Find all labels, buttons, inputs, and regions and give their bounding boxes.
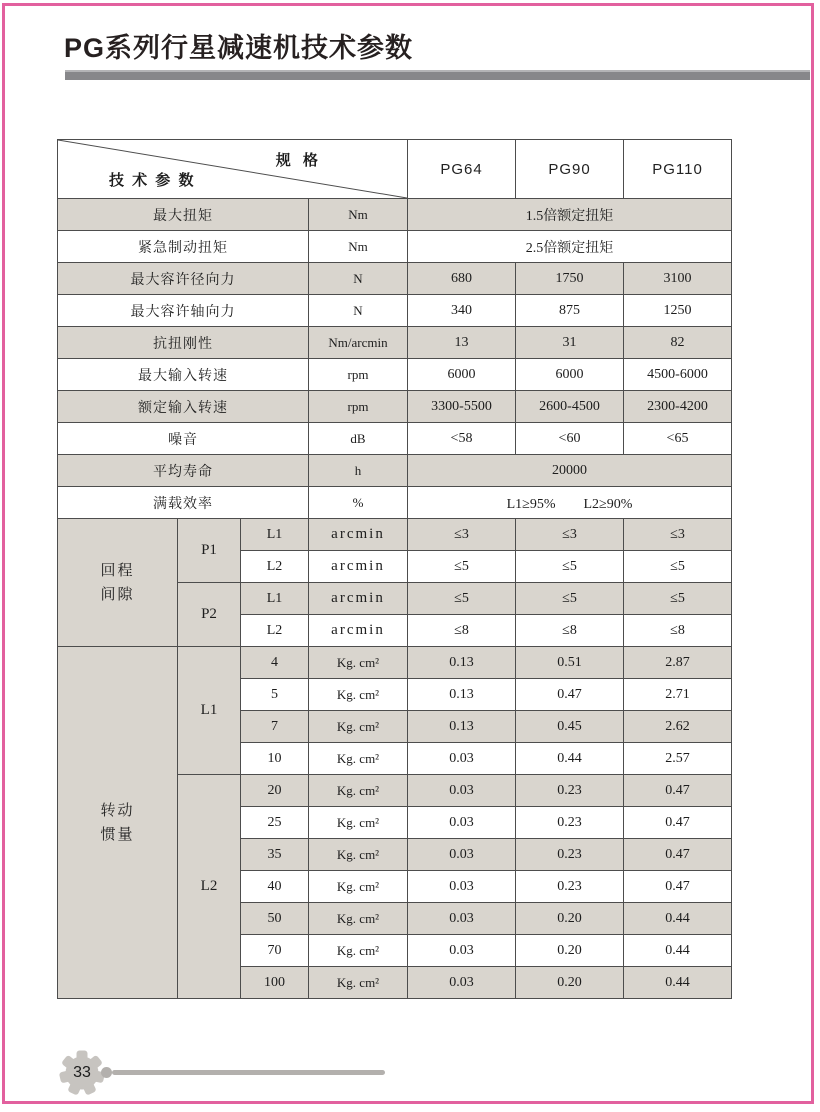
- footer-rule-line: [112, 1070, 385, 1075]
- value-cell: 0.47: [516, 679, 624, 711]
- unit-cell: Nm/arcmin: [309, 327, 408, 359]
- table-row: [58, 359, 732, 391]
- value-cell: 2.71: [624, 679, 732, 711]
- value-cell: ≤3: [408, 519, 516, 551]
- value-cell: 340: [408, 295, 516, 327]
- value-cell: 0.03: [408, 935, 516, 967]
- value-cell: 0.13: [408, 679, 516, 711]
- param-cell: 最大扭矩: [58, 199, 309, 231]
- unit-cell: arcmin: [309, 551, 408, 583]
- value-cell: 13: [408, 327, 516, 359]
- value-cell: ≤8: [516, 615, 624, 647]
- table-row: [58, 327, 732, 359]
- value-cell: 0.23: [516, 807, 624, 839]
- value-cell: 0.20: [516, 967, 624, 999]
- value-cell: 0.20: [516, 935, 624, 967]
- table-row: [58, 455, 732, 487]
- value-cell: 6000: [408, 359, 516, 391]
- model-header-cell: PG64: [408, 140, 516, 199]
- value-cell: 2.87: [624, 647, 732, 679]
- unit-cell: Kg. cm²: [309, 967, 408, 999]
- ratio-cell: 25: [241, 807, 309, 839]
- table-row: [58, 519, 732, 551]
- page-title: PG系列行星减速机技术参数: [64, 33, 414, 63]
- param-corner-label: 技 术 参 数: [108, 172, 196, 189]
- level-cell: L1: [241, 519, 309, 551]
- ratio-cell: 70: [241, 935, 309, 967]
- group-label-line: 惯量: [100, 826, 135, 843]
- table-row: [58, 199, 732, 231]
- unit-cell: Kg. cm²: [309, 807, 408, 839]
- unit-cell: arcmin: [309, 583, 408, 615]
- ratio-cell: 50: [241, 903, 309, 935]
- footer-rule-dot: [101, 1067, 112, 1078]
- ratio-cell: 10: [241, 743, 309, 775]
- table-row: [58, 295, 732, 327]
- unit-cell: arcmin: [309, 615, 408, 647]
- ratio-cell: 35: [241, 839, 309, 871]
- table-row: [58, 231, 732, 263]
- param-cell: 满载效率: [58, 487, 309, 519]
- group-label-line: 回程: [100, 562, 135, 579]
- level-cell: L2: [241, 551, 309, 583]
- value-cell: ≤3: [516, 519, 624, 551]
- value-cell: 2600-4500: [516, 391, 624, 423]
- table-row: [58, 423, 732, 455]
- value-cell: 1.5倍额定扭矩: [408, 199, 732, 231]
- level-cell: L1: [241, 583, 309, 615]
- value-cell: 0.23: [516, 839, 624, 871]
- value-cell: <60: [516, 423, 624, 455]
- title-underline-bar: [65, 70, 810, 80]
- value-cell: L1≥95% L2≥90%: [408, 487, 732, 519]
- table-row: [58, 263, 732, 295]
- value-cell: 31: [516, 327, 624, 359]
- value-cell: <65: [624, 423, 732, 455]
- spec-corner-label: 规 格: [275, 152, 322, 169]
- value-cell: 680: [408, 263, 516, 295]
- value-cell: 2.62: [624, 711, 732, 743]
- value-cell: 0.03: [408, 839, 516, 871]
- ratio-cell: 5: [241, 679, 309, 711]
- model-header-cell: PG110: [624, 140, 732, 199]
- value-cell: 0.13: [408, 711, 516, 743]
- value-cell: 0.47: [624, 839, 732, 871]
- table-row: [58, 391, 732, 423]
- value-cell: 0.03: [408, 967, 516, 999]
- ratio-cell: 4: [241, 647, 309, 679]
- value-cell: ≤5: [624, 583, 732, 615]
- ratio-cell: 20: [241, 775, 309, 807]
- value-cell: ≤8: [624, 615, 732, 647]
- value-cell: ≤5: [516, 551, 624, 583]
- param-cell: 最大容许轴向力: [58, 295, 309, 327]
- table-row: [58, 487, 732, 519]
- value-cell: 0.44: [624, 935, 732, 967]
- value-cell: 0.45: [516, 711, 624, 743]
- unit-cell: Nm: [309, 231, 408, 263]
- precision-class-cell: P1: [178, 519, 241, 583]
- param-cell: 最大输入转速: [58, 359, 309, 391]
- value-cell: 0.03: [408, 903, 516, 935]
- table-header-row: [58, 140, 732, 199]
- param-cell: 额定输入转速: [58, 391, 309, 423]
- value-cell: 0.44: [624, 903, 732, 935]
- value-cell: 0.47: [624, 775, 732, 807]
- precision-class-cell: P2: [178, 583, 241, 647]
- value-cell: 2.5倍额定扭矩: [408, 231, 732, 263]
- unit-cell: Kg. cm²: [309, 647, 408, 679]
- param-cell: 噪音: [58, 423, 309, 455]
- value-cell: 20000: [408, 455, 732, 487]
- unit-cell: Kg. cm²: [309, 775, 408, 807]
- unit-cell: h: [309, 455, 408, 487]
- value-cell: 6000: [516, 359, 624, 391]
- value-cell: ≤5: [408, 551, 516, 583]
- value-cell: 0.03: [408, 775, 516, 807]
- value-cell: ≤5: [624, 551, 732, 583]
- ratio-cell: 40: [241, 871, 309, 903]
- page-number: 33: [73, 1064, 91, 1081]
- stage-label-cell: L1: [178, 647, 241, 775]
- value-cell: 0.51: [516, 647, 624, 679]
- group-label-line: 间隙: [100, 586, 135, 603]
- unit-cell: rpm: [309, 359, 408, 391]
- value-cell: 875: [516, 295, 624, 327]
- value-cell: 0.47: [624, 871, 732, 903]
- spec-table: [57, 139, 732, 999]
- value-cell: 0.44: [516, 743, 624, 775]
- value-cell: 0.13: [408, 647, 516, 679]
- unit-cell: Kg. cm²: [309, 711, 408, 743]
- page-number-badge: [59, 1050, 105, 1096]
- unit-cell: N: [309, 263, 408, 295]
- table-row: [58, 647, 732, 679]
- unit-cell: N: [309, 295, 408, 327]
- value-cell: 0.23: [516, 775, 624, 807]
- value-cell: 4500-6000: [624, 359, 732, 391]
- value-cell: 0.44: [624, 967, 732, 999]
- unit-cell: Kg. cm²: [309, 903, 408, 935]
- unit-cell: %: [309, 487, 408, 519]
- value-cell: 82: [624, 327, 732, 359]
- unit-cell: Kg. cm²: [309, 679, 408, 711]
- value-cell: 0.47: [624, 807, 732, 839]
- level-cell: L2: [241, 615, 309, 647]
- param-cell: 平均寿命: [58, 455, 309, 487]
- value-cell: 1750: [516, 263, 624, 295]
- unit-cell: arcmin: [309, 519, 408, 551]
- model-header-cell: PG90: [516, 140, 624, 199]
- value-cell: <58: [408, 423, 516, 455]
- value-cell: ≤5: [408, 583, 516, 615]
- value-cell: 3100: [624, 263, 732, 295]
- value-cell: ≤3: [624, 519, 732, 551]
- param-cell: 最大容许径向力: [58, 263, 309, 295]
- diagonal-header-cell: [58, 140, 408, 199]
- value-cell: 3300-5500: [408, 391, 516, 423]
- value-cell: 2.57: [624, 743, 732, 775]
- param-cell: 紧急制动扭矩: [58, 231, 309, 263]
- value-cell: ≤8: [408, 615, 516, 647]
- value-cell: 0.03: [408, 871, 516, 903]
- backlash-group-label-cell: [58, 519, 178, 647]
- value-cell: 0.23: [516, 871, 624, 903]
- value-cell: 1250: [624, 295, 732, 327]
- unit-cell: Kg. cm²: [309, 743, 408, 775]
- unit-cell: rpm: [309, 391, 408, 423]
- value-cell: 2300-4200: [624, 391, 732, 423]
- unit-cell: Kg. cm²: [309, 839, 408, 871]
- value-cell: 0.03: [408, 743, 516, 775]
- unit-cell: Kg. cm²: [309, 935, 408, 967]
- unit-cell: Kg. cm²: [309, 871, 408, 903]
- value-cell: ≤5: [516, 583, 624, 615]
- value-cell: 0.03: [408, 807, 516, 839]
- group-label-line: 转动: [100, 802, 135, 819]
- unit-cell: Nm: [309, 199, 408, 231]
- ratio-cell: 7: [241, 711, 309, 743]
- unit-cell: dB: [309, 423, 408, 455]
- stage-label-cell: L2: [178, 775, 241, 999]
- param-cell: 抗扭刚性: [58, 327, 309, 359]
- value-cell: 0.20: [516, 903, 624, 935]
- ratio-cell: 100: [241, 967, 309, 999]
- inertia-group-label-cell: [58, 647, 178, 999]
